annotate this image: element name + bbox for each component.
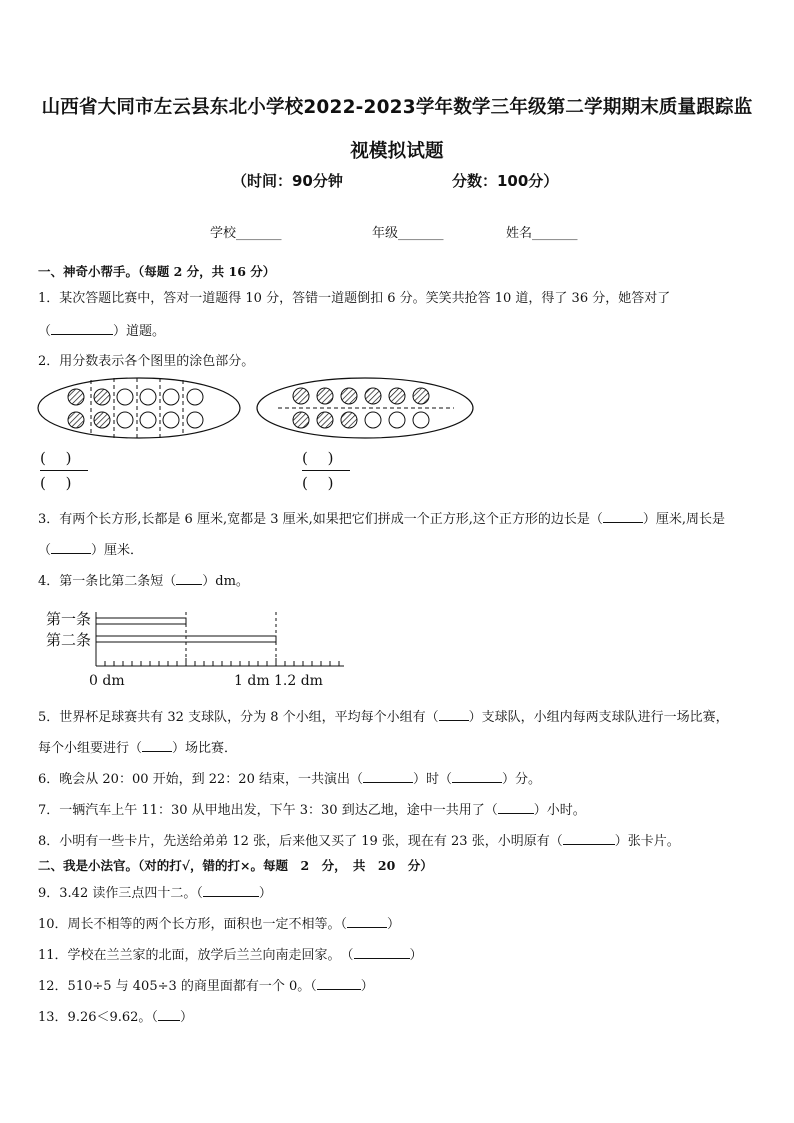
question-1-line-2: （ ）道题。 [38,324,166,339]
question-5-line-2: 每个小组要进行（ ）场比赛． [38,741,238,756]
figure-left [38,378,240,438]
figure-right [257,378,473,438]
tick-label-2: 1.2 dm [274,673,323,689]
answer-blank[interactable] [603,510,643,523]
exam-score: 分数：100分） [452,172,559,190]
ruler-diagram [38,604,358,692]
question-5-line-1: 5．世界杯足球赛共有 32 支球队，分为 8 个小组，平均每个小组有（ ）支球队，小组内每两支球队进行一场比赛， [38,710,729,725]
answer-blank[interactable] [203,884,259,897]
fraction-answer-right[interactable]: ( ) ( ) [302,448,350,493]
answer-blank-minutes[interactable] [452,770,502,783]
bar-label-second: 第二条 [46,631,92,649]
title-line-1: 山西省大同市左云县东北小学校2022-2023学年数学三年级第二学期期末质量跟踪监 [41,97,753,118]
question-13: 13．9.26＜9.62。（ ） [38,1010,193,1025]
tick-label-1: 1 dm [234,673,270,689]
bar-first [96,618,186,624]
question-10: 10．周长不相等的两个长方形，面积也一定不相等。（ ） [38,917,401,932]
section-2-heading: 二、我是小法官。（对的打√，错的打×。每题 2 分， 共 20 分） [38,858,433,873]
answer-blank-hours[interactable] [363,770,413,783]
question-1-line-1: 1．某次答题比赛中，答对一道题得 10 分，答错一道题倒扣 6 分。笑笑共抢答 10 道，得了 36 分，她答对了 [38,291,671,306]
bar-label-first: 第一条 [46,610,92,628]
question-4-text: 4．第一条比第二条短（ ）dm。 [38,574,249,589]
question-3-line-1: 3．有两个长方形,长都是 6 厘米,宽都是 3 厘米,如果把它们拼成一个正方形,这个正方形的边长是（ ）厘米,周长是 [38,512,726,527]
shaded-figures [30,372,490,448]
answer-blank[interactable] [317,977,361,990]
question-3-line-2: （ ）厘米． [38,543,144,558]
answer-blank[interactable] [158,1008,180,1021]
answer-blank[interactable] [142,739,172,752]
exam-time: （时间：90分钟 [232,172,343,190]
question-12: 12．510÷5 与 405÷3 的商里面都有一个 0。（ ） [38,979,374,994]
ruler-ticks [96,658,339,666]
section-1-heading: 一、神奇小帮手。（每题 2 分，共 16 分） [38,264,276,279]
question-2-text: 2．用分数表示各个图里的涂色部分。 [38,354,255,369]
title-line-2: 视模拟试题 [350,141,444,162]
answer-blank[interactable] [176,572,202,585]
answer-blank[interactable] [498,801,534,814]
grade-field: 年级_______ [372,226,444,241]
question-7: 7．一辆汽车上午 11：30 从甲地出发，下午 3：30 到达乙地，途中一共用了（ ）小时。 [38,803,586,818]
question-8: 8．小明有一些卡片，先送给弟弟 12 张，后来他又买了 19 张，现在有 23 张，小明原有（ ）张卡片。 [38,834,680,849]
name-field: 姓名_______ [506,226,578,241]
question-11: 11．学校在兰兰家的北面，放学后兰兰向南走回家。 （ ） [38,948,423,963]
tick-label-0: 0 dm [89,673,125,689]
answer-blank[interactable] [354,946,410,959]
answer-blank[interactable] [51,541,91,554]
exam-title [30,86,764,174]
question-6: 6．晚会从 20：00 开始，到 22：20 结束，一共演出（ ）时（ ）分。 [38,772,541,787]
answer-blank[interactable] [439,708,469,721]
answer-blank[interactable] [51,322,113,335]
answer-blank[interactable] [563,832,615,845]
school-field: 学校_______ [210,226,282,241]
fraction-answer-left[interactable]: ( ) ( ) [40,448,88,493]
answer-blank[interactable] [347,915,387,928]
question-9: 9．3.42 读作三点四十二。（ ） [38,886,272,901]
